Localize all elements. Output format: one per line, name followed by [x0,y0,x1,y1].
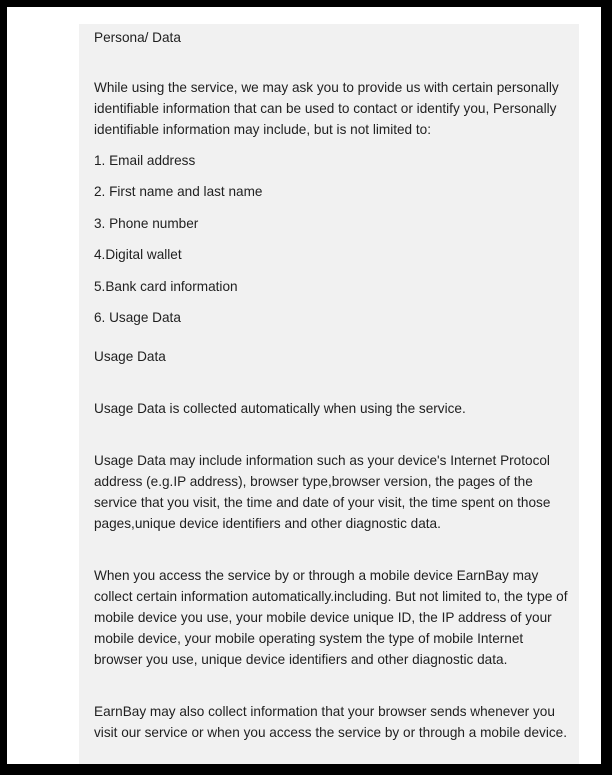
document-panel [79,24,579,766]
usage-paragraph-4: EarnBay may also collect information that your browser sends whenever you visit our service or when you access the service by or through a mobile device. [94,703,567,740]
list-item: 6. Usage Data [94,309,181,325]
list-item: 1. Email address [94,153,196,168]
list-item: 2. First name and last name [94,184,263,200]
list-item: 4.Digital wallet [94,247,182,263]
list-item: 3. Phone number [94,215,199,231]
personal-data-heading: Persona/ Data [94,30,181,45]
usage-paragraph-1: Usage Data is collected automatically when using the service. [94,400,466,416]
screenshot-frame [5,5,603,766]
document-content [94,27,571,743]
usage-data-heading: Usage Data [94,348,166,364]
usage-paragraph-3: When you access the service by or through a mobile device EarnBay may collect certain information automatically.including. But not limited to, the type of mobile device you use, your mobile device unique ID, the IP address of your mobile device, your mobile operating system the type of mobile Internet browser you use, unique device identifiers and other diagnostic data. [94,567,568,667]
intro-paragraph: While using the service, we may ask you to provide us with certain personally identifiable information that can be used to contact or identify you, Personally identifiable information may include, but is not limited to: [94,80,559,137]
list-item: 5.Bank card information [94,278,238,294]
usage-paragraph-2: Usage Data may include information such as your device's Internet Protocol address (e.g.IP address), browser type,browser version, the pages of the service that you visit, the time and date of your visit, the time spent on those pages,unique device identifiers and other diagnostic data. [94,452,551,531]
personal-data-list [94,150,571,328]
